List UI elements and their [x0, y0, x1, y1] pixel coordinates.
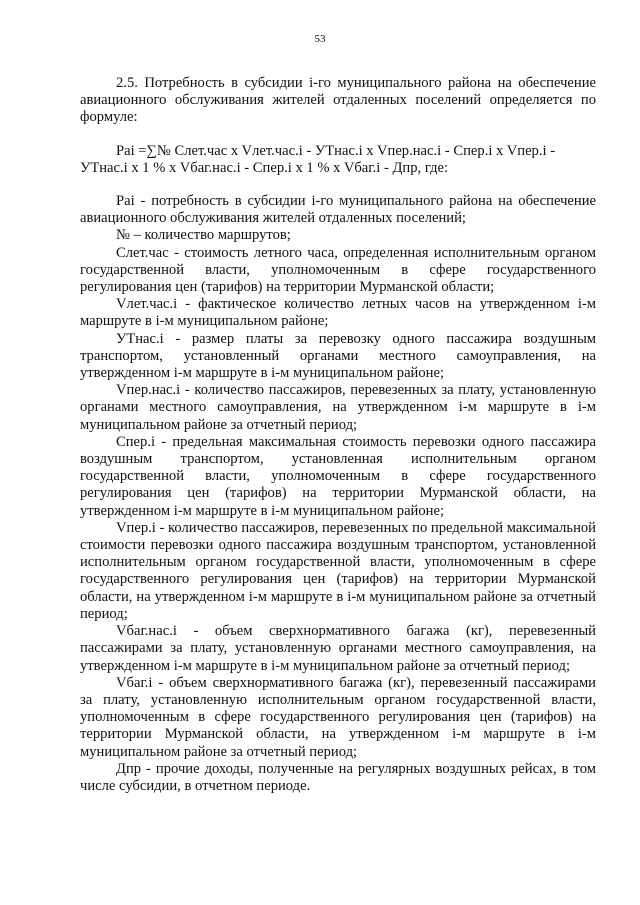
definition-flight-hours: Vлет.час.i - фактическое количество летных часов на утвержденном i-м маршруте в i-м муниципальном районе;: [80, 296, 596, 330]
definition-max-fare: Спер.i - предельная максимальная стоимость перевозки одного пассажира воздушным транспортом, установленная исполнительным органом государственной власти, уполномоченным в сфере государственного регулирования цен (тарифов) на территории Мурманской области, на утвержденном i-м маршруте в i-м муниципальном районе;: [80, 433, 596, 519]
definition-excess-baggage-state: Vбаг.i - объем сверхнормативного багажа (кг), перевезенный пассажирами за плату, установленную исполнительным органом государственной власти, уполномоченным в сфере государственного регулирования цен (тарифов) на территории Мурманской области, на утвержденном i-м маршруте в i-м муниципальном районе за отчетный период;: [80, 674, 596, 760]
definition-flight-hour-cost: Слет.час - стоимость летного часа, определенная исполнительным органом государственной власти, уполномоченным в сфере государственного регулирования цен (тарифов) на территории Мурманской области;: [80, 244, 596, 296]
definition-other-income: Дпр - прочие доходы, полученные на регулярных воздушных рейсах, в том числе субсидии, в отчетном периоде.: [80, 760, 596, 794]
definition-paid-passengers: Vпер.нас.i - количество пассажиров, перевезенных за плату, установленную органами местного самоуправления, на утвержденном i-м маршруте в i-м муниципальном районе за отчетный период;: [80, 382, 596, 433]
definition-pai: Pai - потребность в субсидии i-го муниципального района на обеспечение авиационного обслуживания жителей отдаленных поселений;: [80, 193, 596, 227]
definition-max-fare-passengers: Vпер.i - количество пассажиров, перевезенных по предельной максимальной стоимости перевозки одного пассажира воздушным транспортом, установленной исполнительным органом государственной власти, уполномоченным в сфере государственного регулирования цен (тарифов) на территории Мурманской области, на утвержденном i-м маршруте в i-м муниципальном районе за отчетный период;: [80, 519, 596, 622]
formula: Pai =∑№ Слет.час x Vлет.час.i - УТнас.i x Vпер.нас.i - Спер.i x Vпер.i - УТнас.i x 1 % x Vбаг.нас.i - Спер.i x 1 % x Vбаг.i - Дпр, где:: [80, 142, 556, 176]
document-body: [80, 75, 596, 795]
paragraph-intro: 2.5. Потребность в субсидии i-го муниципального района на обеспечение авиационного обслуживания жителей отдаленных поселений определяется по формуле:: [80, 75, 596, 126]
definition-route-count: № – количество маршрутов;: [116, 227, 291, 244]
definition-passenger-fare: УТнас.i - размер платы за перевозку одного пассажира воздушным транспортом, установленный органами местного самоуправления, на утвержденном i-м маршруте в i-м муниципальном районе;: [80, 330, 596, 382]
page-number: 53: [314, 33, 326, 45]
definition-excess-baggage-local: Vбаг.нас.i - объем сверхнормативного багажа (кг), перевезенный пассажирами за плату, установленную органами местного самоуправления, на утвержденном i-м маршруте в i-м муниципальном районе за отчетный период;: [80, 623, 596, 674]
